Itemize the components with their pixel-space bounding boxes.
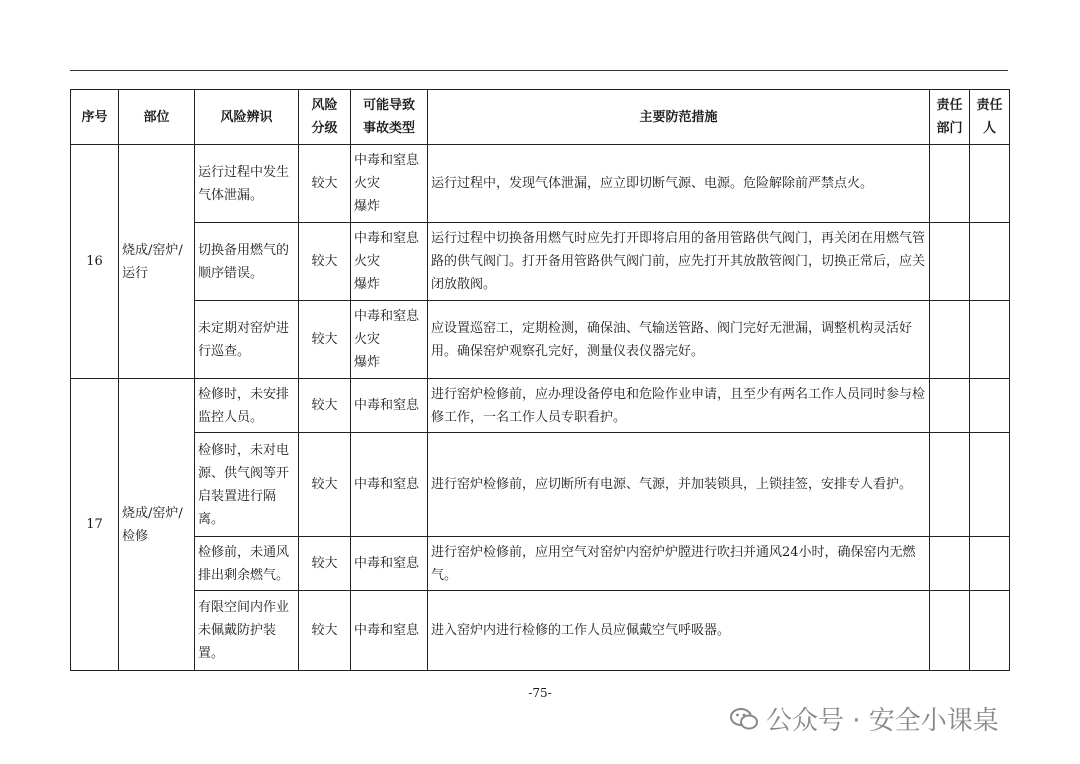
header-person xyxy=(970,90,1010,145)
accident-type: 中毒和窒息 xyxy=(354,153,420,168)
accident-type: 中毒和窒息 xyxy=(354,556,420,571)
dept-cell xyxy=(930,223,970,301)
dept-cell xyxy=(930,145,970,223)
measure-cell: 进行窑炉检修前，应用空气对窑炉内窑炉炉膛进行吹扫并通风24小时，确保窑内无燃气。 xyxy=(428,537,930,591)
header-dept xyxy=(930,90,970,145)
level-cell: 较大 xyxy=(299,591,351,671)
row-part-cell: 烧成/窑炉/运行 xyxy=(119,145,195,379)
level-cell: 较大 xyxy=(299,379,351,433)
row-part-cell: 烧成/窑炉/检修 xyxy=(119,379,195,671)
header-risk: 风险辨识 xyxy=(195,90,299,145)
header-no: 序号 xyxy=(71,90,119,145)
table-header-row xyxy=(71,90,1010,145)
header-dept-line1: 责任 xyxy=(936,98,963,113)
accident-type-cell xyxy=(351,379,428,433)
measure-cell: 进行窑炉检修前，应切断所有电源、气源，并加装锁具，上锁挂签，安排专人看护。 xyxy=(428,433,930,537)
measure-cell: 运行过程中切换备用燃气时应先打开即将启用的备用管路供气阀门，再关闭在用燃气管路的供气阀门。打开备用管路供气阀门前，应先打开其放散管阀门，切换正常后，应关闭放散阀。 xyxy=(428,223,930,301)
risk-cell: 切换备用燃气的顺序错误。 xyxy=(195,223,299,301)
table-row xyxy=(71,537,1010,591)
risk-cell: 有限空间内作业未佩戴防护装置。 xyxy=(195,591,299,671)
table-body xyxy=(71,145,1010,671)
accident-type: 爆炸 xyxy=(354,355,381,370)
header-type-line2: 事故类型 xyxy=(362,121,415,136)
level-cell: 较大 xyxy=(299,145,351,223)
person-cell xyxy=(970,223,1010,301)
table-row xyxy=(71,145,1010,223)
measure-cell: 运行过程中，发现气体泄漏，应立即切断气源、电源。危险解除前严禁点火。 xyxy=(428,145,930,223)
risk-cell: 检修时，未安排监控人员。 xyxy=(195,379,299,433)
level-cell: 较大 xyxy=(299,301,351,379)
header-dept-line2: 部门 xyxy=(936,121,963,136)
accident-type: 爆炸 xyxy=(354,277,381,292)
person-cell xyxy=(970,301,1010,379)
watermark xyxy=(730,700,999,737)
table-row xyxy=(71,591,1010,671)
accident-type-cell xyxy=(351,301,428,379)
table-row xyxy=(71,433,1010,537)
dept-cell xyxy=(930,433,970,537)
row-no-cell: 17 xyxy=(71,379,119,671)
accident-type-cell xyxy=(351,223,428,301)
accident-type: 中毒和窒息 xyxy=(354,477,420,492)
accident-type-cell xyxy=(351,537,428,591)
header-person-line2: 人 xyxy=(982,121,996,136)
person-cell xyxy=(970,145,1010,223)
person-cell xyxy=(970,433,1010,537)
table-row xyxy=(71,301,1010,379)
accident-type-cell xyxy=(351,433,428,537)
dept-cell xyxy=(930,591,970,671)
header-person-line1: 责任 xyxy=(976,98,1003,113)
accident-type: 火灾 xyxy=(354,254,381,269)
wechat-icon xyxy=(730,707,758,731)
header-type-line1: 可能导致 xyxy=(362,98,415,113)
level-cell: 较大 xyxy=(299,537,351,591)
dept-cell xyxy=(930,537,970,591)
header-part: 部位 xyxy=(119,90,195,145)
header-level-line1: 风险 xyxy=(311,98,338,113)
header-measures: 主要防范措施 xyxy=(428,90,930,145)
accident-type: 中毒和窒息 xyxy=(354,309,420,324)
table-row xyxy=(71,223,1010,301)
person-cell xyxy=(970,591,1010,671)
page-number: -75- xyxy=(528,686,552,700)
person-cell xyxy=(970,379,1010,433)
dept-cell xyxy=(930,379,970,433)
accident-type: 火灾 xyxy=(354,176,381,191)
accident-type: 中毒和窒息 xyxy=(354,623,420,638)
person-cell xyxy=(970,537,1010,591)
accident-type: 爆炸 xyxy=(354,199,381,214)
accident-type: 中毒和窒息 xyxy=(354,398,420,413)
table-row xyxy=(71,379,1010,433)
risk-cell: 检修时，未对电源、供气阀等开启装置进行隔离。 xyxy=(195,433,299,537)
accident-type-cell xyxy=(351,145,428,223)
accident-type-cell xyxy=(351,591,428,671)
risk-table xyxy=(70,89,1010,671)
top-rule xyxy=(70,70,1008,71)
measure-cell: 应设置巡窑工，定期检测，确保油、气输送管路、阀门完好无泄漏，调整机构灵活好用。确保窑炉观察孔完好，测量仪表仪器完好。 xyxy=(428,301,930,379)
watermark-text: 公众号 · 安全小课桌 xyxy=(766,706,999,736)
accident-type: 火灾 xyxy=(354,332,381,347)
header-level-line2: 分级 xyxy=(311,121,338,136)
level-cell: 较大 xyxy=(299,223,351,301)
measure-cell: 进入窑炉内进行检修的工作人员应佩戴空气呼吸器。 xyxy=(428,591,930,671)
risk-cell: 运行过程中发生气体泄漏。 xyxy=(195,145,299,223)
risk-cell: 检修前，未通风排出剩余燃气。 xyxy=(195,537,299,591)
level-cell: 较大 xyxy=(299,433,351,537)
header-type xyxy=(351,90,428,145)
accident-type: 中毒和窒息 xyxy=(354,231,420,246)
measure-cell: 进行窑炉检修前，应办理设备停电和危险作业申请，且至少有两名工作人员同时参与检修工作，一名工作人员专职看护。 xyxy=(428,379,930,433)
risk-cell: 未定期对窑炉进行巡查。 xyxy=(195,301,299,379)
row-no-cell: 16 xyxy=(71,145,119,379)
dept-cell xyxy=(930,301,970,379)
header-level xyxy=(299,90,351,145)
